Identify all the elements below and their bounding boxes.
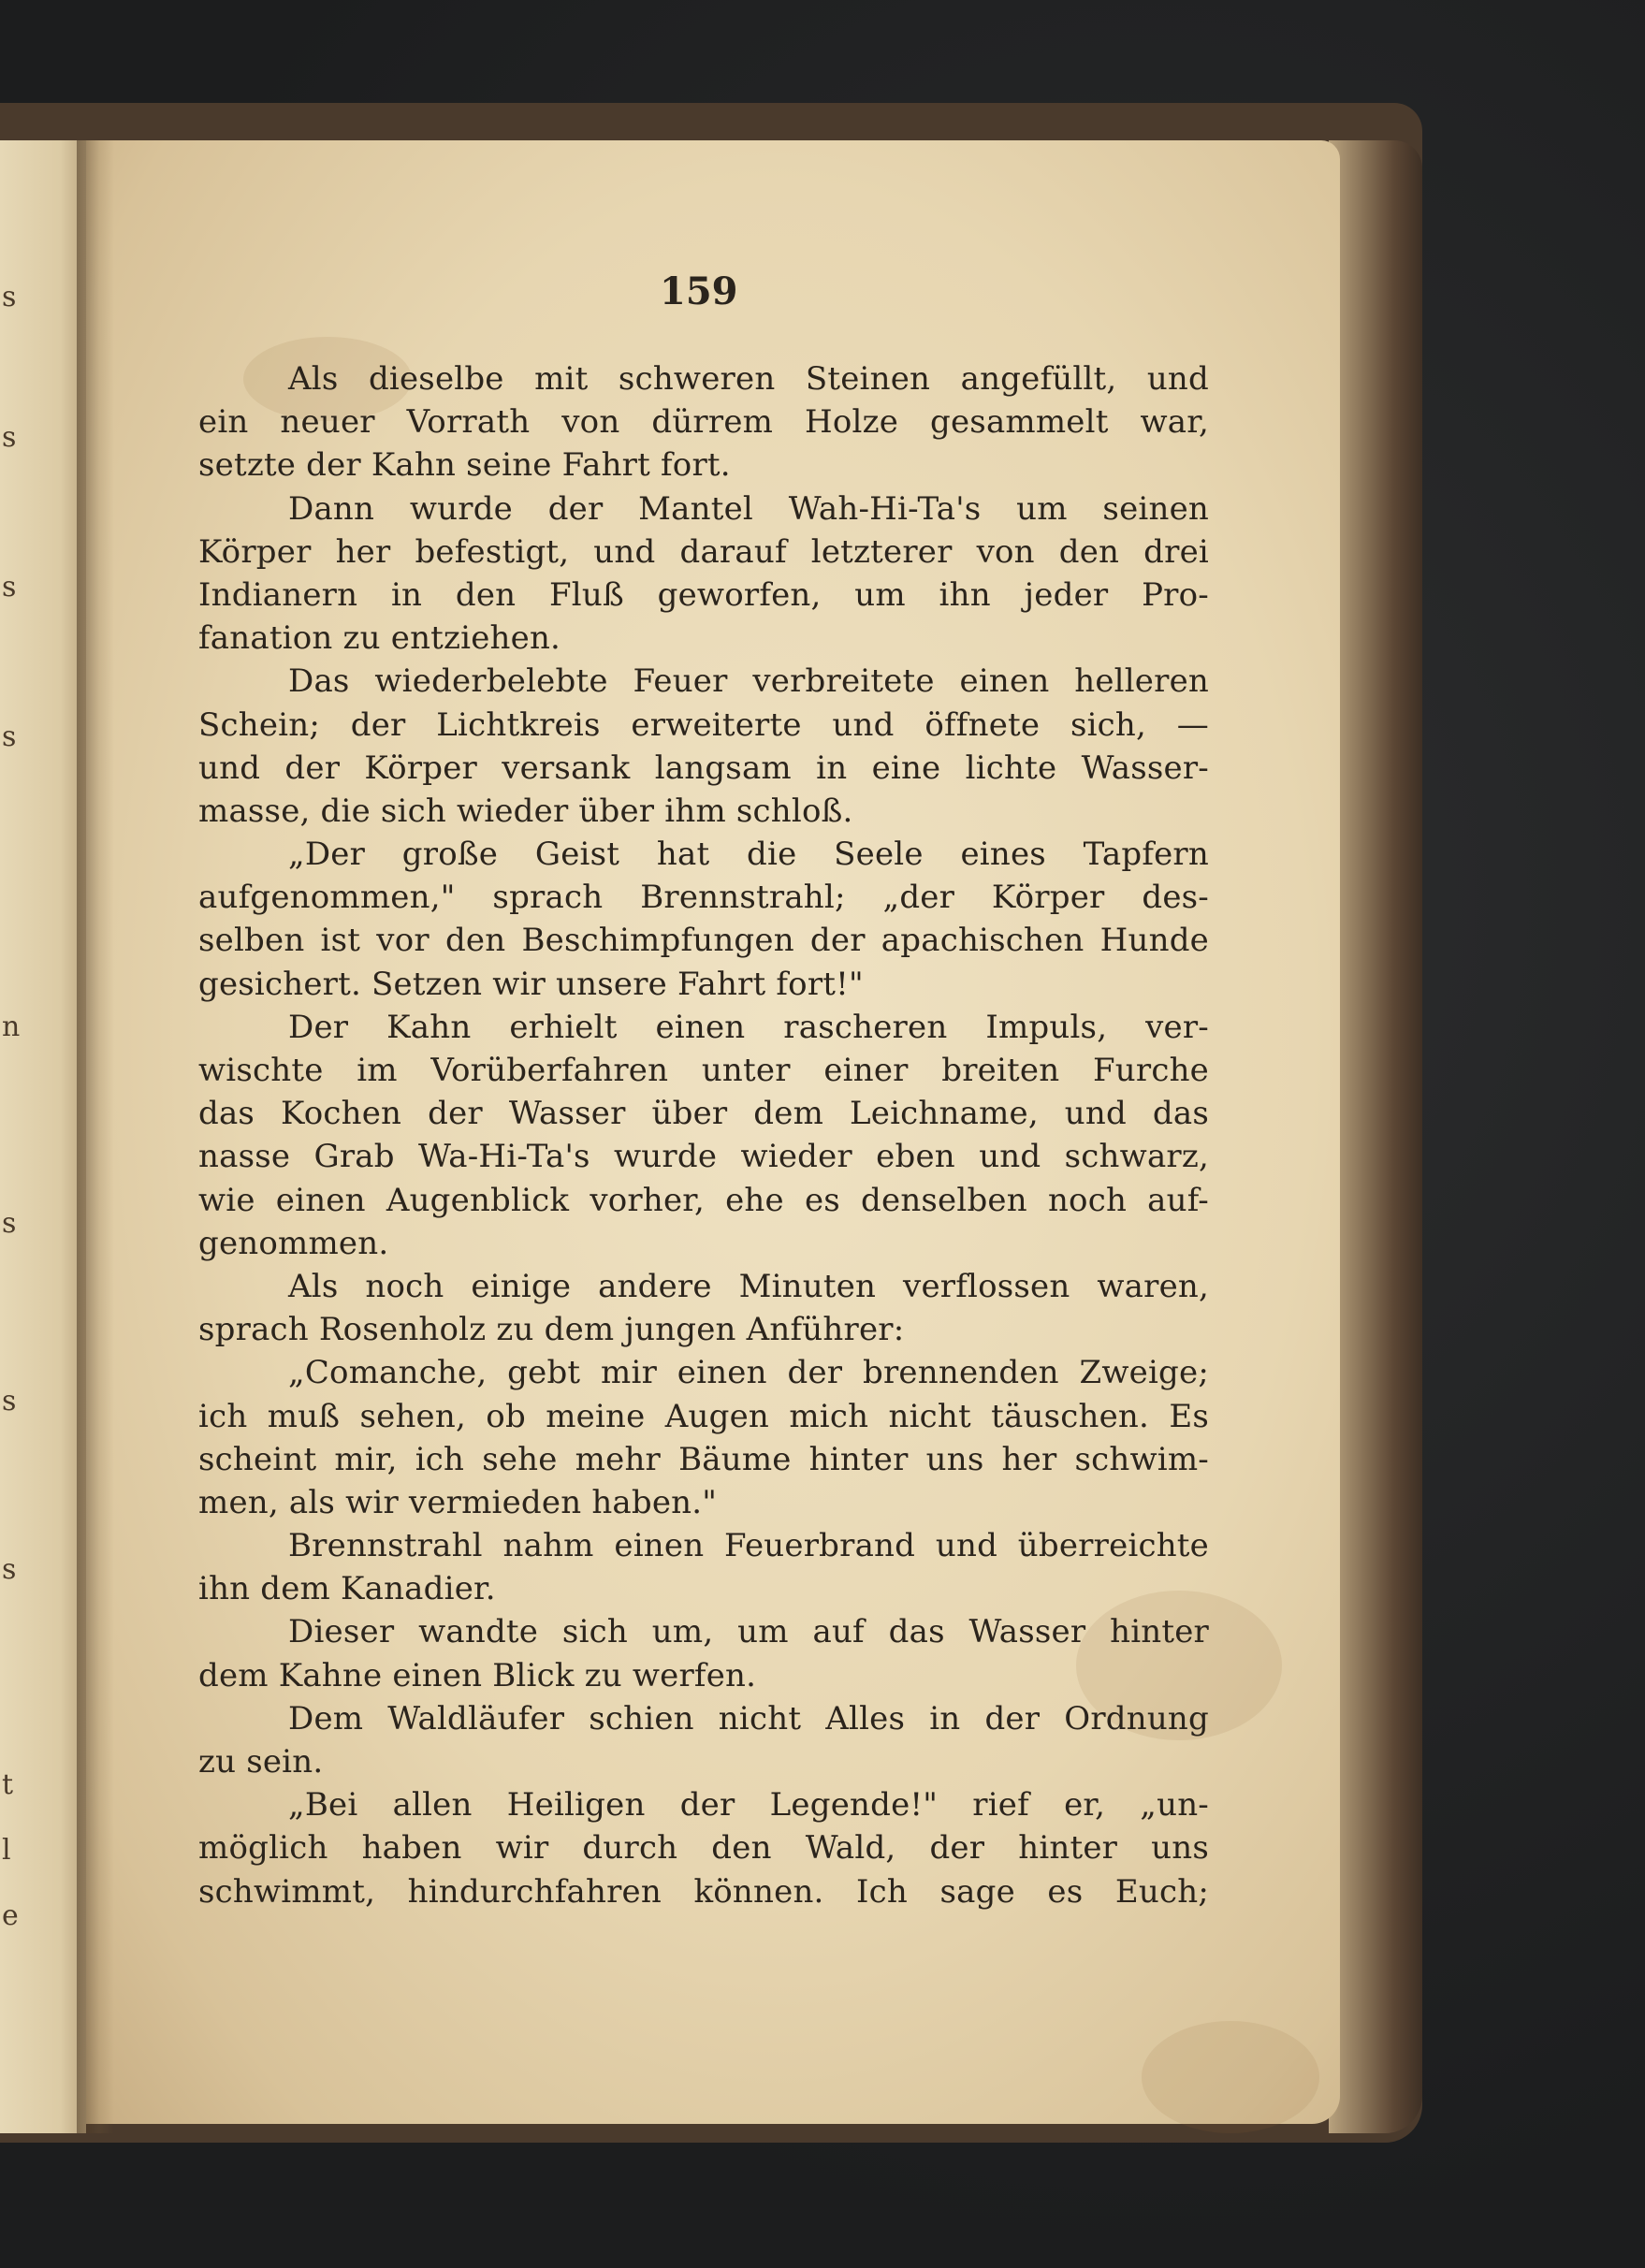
left-page-letter: s: [2, 421, 17, 454]
text-line: Körper her befestigt, und darauf letzterer von den drei: [198, 532, 1209, 571]
text-line: aufgenommen," sprach Brennstrahl; „der Körper des-: [198, 879, 1209, 917]
text-line: Dann wurde der Mantel Wah-Hi-Ta's um seinen: [288, 489, 1209, 528]
text-line: sprach Rosenholz zu dem jungen Anführer:: [198, 1311, 905, 1349]
left-page-letter: t: [2, 1768, 14, 1801]
text-line: möglich haben wir durch den Wald, der hinter uns: [198, 1829, 1209, 1868]
text-line: ein neuer Vorrath von dürrem Holze gesammelt war,: [198, 403, 1209, 442]
text-line: gesichert. Setzen wir unsere Fahrt fort!": [198, 965, 864, 1003]
text-line: „Der große Geist hat die Seele eines Tapfern: [288, 836, 1209, 874]
text-line: schwimmt, hindurchfahren können. Ich sage es Euch;: [198, 1872, 1209, 1911]
left-page-text-fragment: [0, 140, 19, 2133]
left-page-letter: s: [2, 1385, 17, 1418]
text-line: Dem Waldläufer schien nicht Alles in der Ordnung: [288, 1699, 1209, 1737]
left-page-letter: s: [2, 281, 17, 313]
page-body-text: [198, 357, 1209, 1913]
text-line: das Kochen der Wasser über dem Leichname, und das: [198, 1095, 1209, 1133]
text-line: ich muß sehen, ob meine Augen mich nicht täuschen. Es: [198, 1397, 1209, 1435]
text-line: ihn dem Kanadier.: [198, 1570, 496, 1608]
text-line: scheint mir, ich sehe mehr Bäume hinter uns her schwim-: [198, 1440, 1209, 1478]
text-line: genommen.: [198, 1224, 389, 1262]
left-page-letter: s: [2, 571, 17, 603]
text-line: Das wiederbelebte Feuer verbreitete einen helleren: [288, 662, 1209, 701]
text-line: Dieser wandte sich um, um auf das Wasser hinter: [288, 1613, 1209, 1651]
text-line: Als noch einige andere Minuten verflossen waren,: [288, 1267, 1209, 1305]
text-line: Als dieselbe mit schweren Steinen angefüllt, und: [288, 360, 1209, 398]
text-line: Schein; der Lichtkreis erweiterte und öffnete sich, —: [198, 705, 1209, 744]
text-line: selben ist vor den Beschimpfungen der apachischen Hunde: [198, 922, 1209, 960]
text-line: und der Körper versank langsam in eine lichte Wasser-: [198, 749, 1209, 787]
text-line: „Bei allen Heiligen der Legende!" rief er, „un-: [288, 1786, 1209, 1825]
text-line: Der Kahn erhielt einen rascheren Impuls, ver-: [288, 1008, 1209, 1046]
left-page-letter: s: [2, 720, 17, 753]
left-page-letter: s: [2, 1553, 17, 1586]
left-page-letter: n: [2, 1010, 21, 1043]
book-gutter: [77, 140, 114, 2133]
text-line: men, als wir vermieden haben.": [198, 1483, 718, 1521]
text-line: nasse Grab Wa-Hi-Ta's wurde wieder eben und schwarz,: [198, 1138, 1209, 1176]
text-line: dem Kahne einen Blick zu werfen.: [198, 1656, 757, 1694]
text-line: fanation zu entziehen.: [198, 619, 561, 658]
left-page-letter: e: [2, 1899, 19, 1932]
text-line: setzte der Kahn seine Fahrt fort.: [198, 446, 731, 485]
text-line: wischte im Vorüberfahren unter einer breiten Furche: [198, 1052, 1209, 1089]
left-page-letter: s: [2, 1207, 17, 1240]
page-number: 159: [660, 269, 738, 313]
text-line: zu sein.: [198, 1743, 324, 1781]
text-line: Indianern in den Fluß geworfen, um ihn jeder Pro-: [198, 575, 1209, 614]
text-line: wie einen Augenblick vorher, ehe es denselben noch auf-: [198, 1181, 1209, 1219]
page-stain: [1142, 2021, 1319, 2133]
left-page-letter: l: [2, 1834, 11, 1867]
text-line: Brennstrahl nahm einen Feuerbrand und überreichte: [288, 1527, 1209, 1565]
text-line: masse, die sich wieder über ihm schloß.: [198, 792, 853, 830]
text-line: „Comanche, gebt mir einen der brennenden Zweige;: [288, 1354, 1209, 1392]
page-stack-edge: [1329, 140, 1422, 2133]
